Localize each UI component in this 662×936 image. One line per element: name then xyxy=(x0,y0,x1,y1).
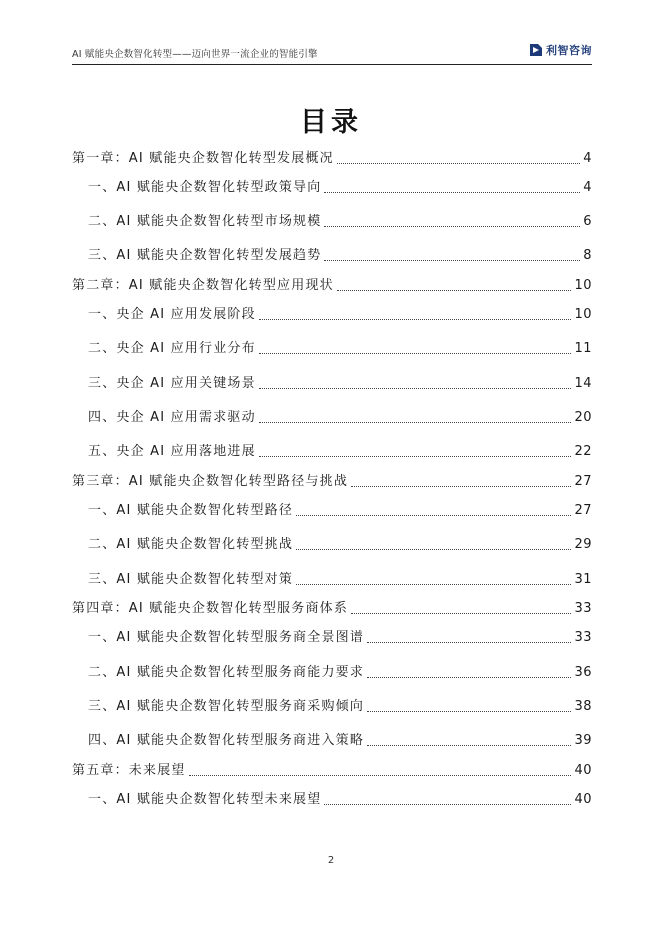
toc-entry-title: 二、AI 赋能央企数智化转型挑战 xyxy=(88,537,294,552)
toc-dot-leader xyxy=(296,515,571,516)
toc-section-entry[interactable] xyxy=(88,302,592,324)
toc-dot-leader xyxy=(259,456,572,457)
brand-logo-icon xyxy=(528,42,544,58)
toc-entry-page: 27 xyxy=(574,474,592,489)
toc-entry-page: 39 xyxy=(574,733,592,748)
toc-entry-page: 38 xyxy=(574,699,592,714)
toc-entry-title: 第一章：AI 赋能央企数智化转型发展概况 xyxy=(72,151,334,166)
toc-dot-leader xyxy=(367,642,571,643)
toc-dot-leader xyxy=(351,613,571,614)
toc-entry-page: 4 xyxy=(583,151,592,166)
toc-section-entry[interactable] xyxy=(88,175,592,197)
toc-entry-page: 40 xyxy=(574,763,592,778)
toc-entry-title: 三、AI 赋能央企数智化转型对策 xyxy=(88,572,294,587)
toc-dot-leader xyxy=(259,353,572,354)
toc-entry-page: 31 xyxy=(574,572,592,587)
toc-entry-title: 一、央企 AI 应用发展阶段 xyxy=(88,307,256,322)
toc-section-entry[interactable] xyxy=(88,660,592,682)
toc-dot-leader xyxy=(351,486,571,487)
toc-dot-leader xyxy=(337,290,572,291)
toc-entry-page: 33 xyxy=(574,601,592,616)
toc-section-entry[interactable] xyxy=(88,336,592,358)
toc-entry-title: 四、央企 AI 应用需求驱动 xyxy=(88,410,256,425)
toc-dot-leader xyxy=(324,260,580,261)
toc-section-entry[interactable] xyxy=(88,567,592,589)
toc-section-entry[interactable] xyxy=(88,787,592,809)
toc-dot-leader xyxy=(259,422,572,423)
page-header xyxy=(72,42,592,66)
toc-entry-page: 27 xyxy=(574,503,592,518)
page-number: 2 xyxy=(327,855,335,866)
toc-chapter-entry[interactable] xyxy=(72,758,592,780)
toc-entry-title: 一、AI 赋能央企数智化转型服务商全景图谱 xyxy=(88,630,365,645)
toc-entry-page: 14 xyxy=(574,376,592,391)
toc-section-entry[interactable] xyxy=(88,243,592,265)
toc-dot-leader xyxy=(259,388,572,389)
toc-chapter-entry[interactable] xyxy=(72,273,592,295)
toc-dot-leader xyxy=(296,549,571,550)
toc-chapter-entry[interactable] xyxy=(72,146,592,168)
page-title: 目录 xyxy=(300,107,362,138)
toc-entry-title: 一、AI 赋能央企数智化转型政策导向 xyxy=(88,180,322,195)
toc-entry-page: 6 xyxy=(583,214,592,229)
toc-section-entry[interactable] xyxy=(88,728,592,750)
toc-entry-page: 29 xyxy=(574,537,592,552)
toc-section-entry[interactable] xyxy=(88,371,592,393)
toc-dot-leader xyxy=(189,775,572,776)
toc-entry-title: 二、AI 赋能央企数智化转型市场规模 xyxy=(88,214,322,229)
toc-dot-leader xyxy=(337,163,580,164)
toc-entry-title: 三、AI 赋能央企数智化转型服务商采购倾向 xyxy=(88,699,365,714)
toc-entry-page: 8 xyxy=(583,248,592,263)
toc-entry-title: 第五章：未来展望 xyxy=(72,763,186,778)
toc-entry-title: 二、AI 赋能央企数智化转型服务商能力要求 xyxy=(88,665,365,680)
toc-entry-title: 五、央企 AI 应用落地进展 xyxy=(88,444,256,459)
toc-entry-page: 40 xyxy=(574,792,592,807)
toc-dot-leader xyxy=(324,192,580,193)
toc-entry-page: 10 xyxy=(574,278,592,293)
toc-entry-page: 4 xyxy=(583,180,592,195)
toc-dot-leader xyxy=(367,711,571,712)
toc-entry-page: 22 xyxy=(574,444,592,459)
brand-logo xyxy=(528,42,592,58)
toc-dot-leader xyxy=(367,677,571,678)
toc-entry-page: 33 xyxy=(574,630,592,645)
toc-entry-page: 10 xyxy=(574,307,592,322)
toc-dot-leader xyxy=(324,226,580,227)
toc-entry-title: 第三章：AI 赋能央企数智化转型路径与挑战 xyxy=(72,474,349,489)
toc-section-entry[interactable] xyxy=(88,498,592,520)
header-divider xyxy=(72,64,592,65)
toc-chapter-entry[interactable] xyxy=(72,596,592,618)
toc-section-entry[interactable] xyxy=(88,209,592,231)
toc-dot-leader xyxy=(367,745,571,746)
toc-entry-title: 一、AI 赋能央企数智化转型路径 xyxy=(88,503,294,518)
toc-dot-leader xyxy=(296,584,571,585)
toc-section-entry[interactable] xyxy=(88,439,592,461)
toc-entry-page: 36 xyxy=(574,665,592,680)
toc-entry-title: 二、央企 AI 应用行业分布 xyxy=(88,341,256,356)
toc-section-entry[interactable] xyxy=(88,532,592,554)
toc-section-entry[interactable] xyxy=(88,405,592,427)
toc-dot-leader xyxy=(324,804,571,805)
toc-entry-title: 第二章：AI 赋能央企数智化转型应用现状 xyxy=(72,278,334,293)
toc-entry-page: 20 xyxy=(574,410,592,425)
toc-chapter-entry[interactable] xyxy=(72,469,592,491)
toc-entry-page: 11 xyxy=(574,341,592,356)
header-title: AI 赋能央企数智化转型——迈向世界一流企业的智能引擎 xyxy=(72,49,318,60)
toc-entry-title: 三、央企 AI 应用关键场景 xyxy=(88,376,256,391)
toc-entry-title: 四、AI 赋能央企数智化转型服务商进入策略 xyxy=(88,733,365,748)
toc-entry-title: 三、AI 赋能央企数智化转型发展趋势 xyxy=(88,248,322,263)
toc-dot-leader xyxy=(259,319,572,320)
toc-entry-title: 第四章：AI 赋能央企数智化转型服务商体系 xyxy=(72,601,349,616)
brand-name: 利智咨询 xyxy=(546,44,592,57)
toc-section-entry[interactable] xyxy=(88,625,592,647)
toc-section-entry[interactable] xyxy=(88,694,592,716)
toc-entry-title: 一、AI 赋能央企数智化转型未来展望 xyxy=(88,792,322,807)
